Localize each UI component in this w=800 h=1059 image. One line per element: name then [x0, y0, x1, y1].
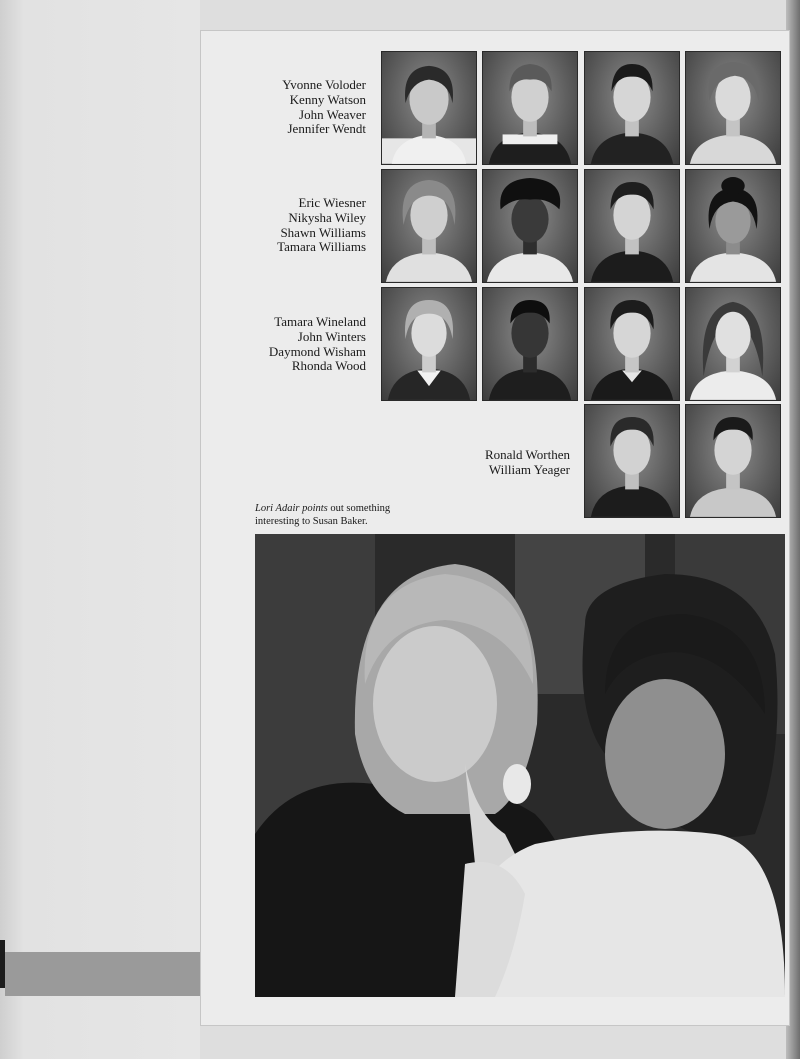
student-name: Shawn Williams	[280, 224, 366, 240]
portrait-photo	[685, 287, 781, 401]
student-name: Yvonne Voloder	[282, 77, 366, 92]
name-list-row-3	[250, 315, 366, 374]
caption-emphasis: Lori Adair points	[255, 503, 328, 514]
student-name: Tamara Williams	[277, 239, 366, 255]
name-list-row-2	[250, 196, 366, 255]
student-name: Jennifer Wendt	[287, 121, 366, 137]
student-name: William Yeager	[488, 461, 570, 477]
name-list-row-1	[250, 78, 366, 137]
student-name: Daymond Wisham	[268, 343, 366, 359]
student-name: Rhonda Wood	[291, 358, 366, 374]
portrait-photo	[381, 287, 477, 401]
photo-caption	[255, 502, 425, 528]
portrait-photo	[584, 404, 680, 518]
portrait-photo	[584, 51, 680, 165]
portrait-photo	[685, 404, 781, 518]
student-name: Ronald Worthen	[484, 447, 570, 462]
portrait-photo	[584, 287, 680, 401]
portrait-photo	[381, 169, 477, 283]
student-name: Eric Wiesner	[298, 195, 366, 210]
portrait-photo	[584, 169, 680, 283]
candid-photo	[255, 534, 785, 997]
student-name: John Winters	[297, 328, 366, 344]
portrait-photo	[482, 287, 578, 401]
portrait-photo	[685, 51, 781, 165]
facing-page-margin	[0, 0, 200, 1059]
portrait-photo	[482, 169, 578, 283]
caption-text: out something interesting to Susan Baker.	[255, 503, 391, 527]
name-list-row-4	[454, 448, 570, 478]
student-name: John Weaver	[299, 106, 366, 122]
student-name: Kenny Watson	[289, 91, 366, 107]
student-name: Nikysha Wiley	[288, 209, 366, 225]
portrait-photo	[685, 169, 781, 283]
portrait-photo	[482, 51, 578, 165]
student-name: Tamara Wineland	[274, 314, 366, 329]
facing-page-band	[5, 952, 200, 996]
portrait-photo	[381, 51, 477, 165]
